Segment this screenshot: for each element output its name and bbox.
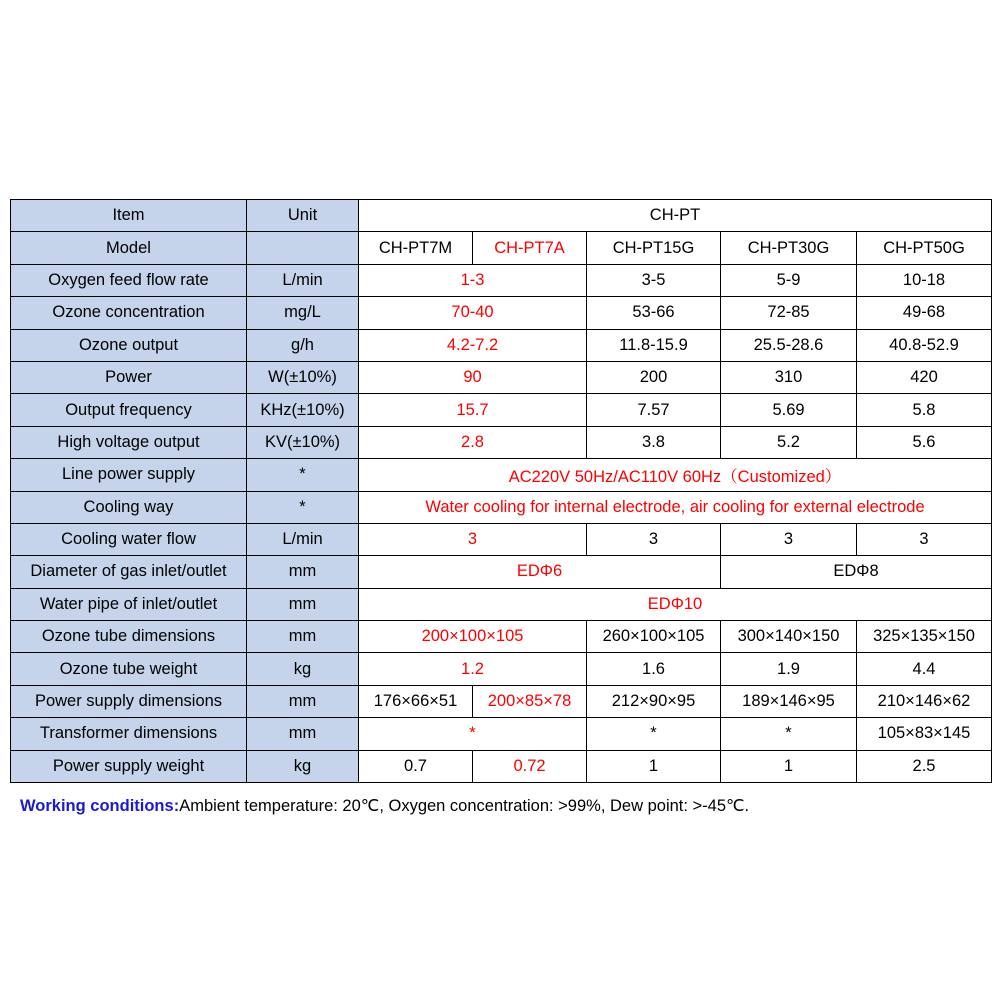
table-row	[11, 361, 992, 393]
row-unit: g/h	[247, 329, 359, 361]
value-cell: 260×100×105	[587, 621, 721, 653]
row-label: Power	[11, 361, 247, 393]
value-cell: 0.7	[359, 750, 473, 782]
value-cell: 70-40	[359, 297, 587, 329]
model-cell: CH-PT7A	[473, 232, 587, 264]
value-cell: Water cooling for internal electrode, air cooling for external electrode	[359, 491, 992, 523]
value-cell: 49-68	[857, 297, 992, 329]
row-label: Output frequency	[11, 394, 247, 426]
value-cell: 2.8	[359, 426, 587, 458]
model-cell: CH-PT15G	[587, 232, 721, 264]
value-cell: 5-9	[721, 264, 857, 296]
table-row	[11, 653, 992, 685]
table-row	[11, 523, 992, 555]
row-unit: kg	[247, 653, 359, 685]
value-cell: 1-3	[359, 264, 587, 296]
row-label: Line power supply	[11, 459, 247, 491]
row-unit: *	[247, 459, 359, 491]
value-cell: 420	[857, 361, 992, 393]
value-cell: *	[359, 718, 587, 750]
header-series: CH-PT	[359, 200, 992, 232]
value-cell: 4.2-7.2	[359, 329, 587, 361]
value-cell: 200	[587, 361, 721, 393]
value-cell: 3	[721, 523, 857, 555]
model-cell: CH-PT50G	[857, 232, 992, 264]
row-unit: L/min	[247, 523, 359, 555]
value-cell: 3	[857, 523, 992, 555]
row-unit: KHz(±10%)	[247, 394, 359, 426]
value-cell: 90	[359, 361, 587, 393]
value-cell: 4.4	[857, 653, 992, 685]
spec-table	[10, 199, 992, 783]
value-cell: EDΦ6	[359, 556, 721, 588]
value-cell: 1.9	[721, 653, 857, 685]
table-row	[11, 394, 992, 426]
row-label: Power supply dimensions	[11, 685, 247, 717]
value-cell: 3	[587, 523, 721, 555]
row-unit: KV(±10%)	[247, 426, 359, 458]
value-cell: 11.8-15.9	[587, 329, 721, 361]
row-unit: W(±10%)	[247, 361, 359, 393]
row-unit: mg/L	[247, 297, 359, 329]
value-cell: 325×135×150	[857, 621, 992, 653]
value-cell: 5.8	[857, 394, 992, 426]
value-cell: 5.6	[857, 426, 992, 458]
value-cell: 5.69	[721, 394, 857, 426]
value-cell: 1	[721, 750, 857, 782]
value-cell: 200×85×78	[473, 685, 587, 717]
row-label: Ozone tube dimensions	[11, 621, 247, 653]
table-row	[11, 556, 992, 588]
working-conditions-text: Ambient temperature: 20℃, Oxygen concentration: >99%, Dew point: >-45℃.	[179, 797, 750, 815]
value-cell: 1.2	[359, 653, 587, 685]
table-row	[11, 588, 992, 620]
value-cell: 212×90×95	[587, 685, 721, 717]
value-cell: 3.8	[587, 426, 721, 458]
value-cell: 25.5-28.6	[721, 329, 857, 361]
table-row	[11, 750, 992, 782]
row-unit: mm	[247, 621, 359, 653]
value-cell: 72-85	[721, 297, 857, 329]
value-cell: 3	[359, 523, 587, 555]
value-cell: 189×146×95	[721, 685, 857, 717]
value-cell: 2.5	[857, 750, 992, 782]
row-label: Cooling water flow	[11, 523, 247, 555]
table-row	[11, 232, 992, 264]
value-cell: 0.72	[473, 750, 587, 782]
value-cell: 15.7	[359, 394, 587, 426]
working-conditions-note	[20, 796, 749, 816]
table-row	[11, 621, 992, 653]
row-label: Oxygen feed flow rate	[11, 264, 247, 296]
value-cell: 210×146×62	[857, 685, 992, 717]
value-cell: 1.6	[587, 653, 721, 685]
model-cell: CH-PT7M	[359, 232, 473, 264]
value-cell: 7.57	[587, 394, 721, 426]
row-label: Diameter of gas inlet/outlet	[11, 556, 247, 588]
row-label: Transformer dimensions	[11, 718, 247, 750]
row-unit: mm	[247, 718, 359, 750]
row-label: Ozone tube weight	[11, 653, 247, 685]
table-row	[11, 491, 992, 523]
working-conditions-label: Working conditions:	[20, 797, 180, 815]
table-row	[11, 459, 992, 491]
value-cell: *	[587, 718, 721, 750]
table-row	[11, 297, 992, 329]
header-unit: Unit	[247, 200, 359, 232]
value-cell: *	[721, 718, 857, 750]
value-cell: EDΦ10	[359, 588, 992, 620]
value-cell: 300×140×150	[721, 621, 857, 653]
row-label: Water pipe of inlet/outlet	[11, 588, 247, 620]
value-cell: 1	[587, 750, 721, 782]
table-row	[11, 685, 992, 717]
header-item: Item	[11, 200, 247, 232]
value-cell: EDΦ8	[721, 556, 992, 588]
value-cell: 200×100×105	[359, 621, 587, 653]
value-cell: 176×66×51	[359, 685, 473, 717]
row-unit: mm	[247, 588, 359, 620]
model-cell: CH-PT30G	[721, 232, 857, 264]
row-unit: mm	[247, 685, 359, 717]
value-cell: 310	[721, 361, 857, 393]
table-row	[11, 426, 992, 458]
value-cell: AC220V 50Hz/AC110V 60Hz（Customized）	[359, 459, 992, 491]
row-unit	[247, 232, 359, 264]
row-label: Cooling way	[11, 491, 247, 523]
row-label: Model	[11, 232, 247, 264]
row-unit: kg	[247, 750, 359, 782]
row-unit: *	[247, 491, 359, 523]
table-row	[11, 718, 992, 750]
value-cell: 10-18	[857, 264, 992, 296]
row-label: Ozone output	[11, 329, 247, 361]
row-label: High voltage output	[11, 426, 247, 458]
value-cell: 5.2	[721, 426, 857, 458]
value-cell: 53-66	[587, 297, 721, 329]
table-row	[11, 200, 992, 232]
row-label: Power supply weight	[11, 750, 247, 782]
value-cell: 40.8-52.9	[857, 329, 992, 361]
row-label: Ozone concentration	[11, 297, 247, 329]
row-unit: L/min	[247, 264, 359, 296]
value-cell: 105×83×145	[857, 718, 992, 750]
table-row	[11, 264, 992, 296]
table-row	[11, 329, 992, 361]
row-unit: mm	[247, 556, 359, 588]
value-cell: 3-5	[587, 264, 721, 296]
